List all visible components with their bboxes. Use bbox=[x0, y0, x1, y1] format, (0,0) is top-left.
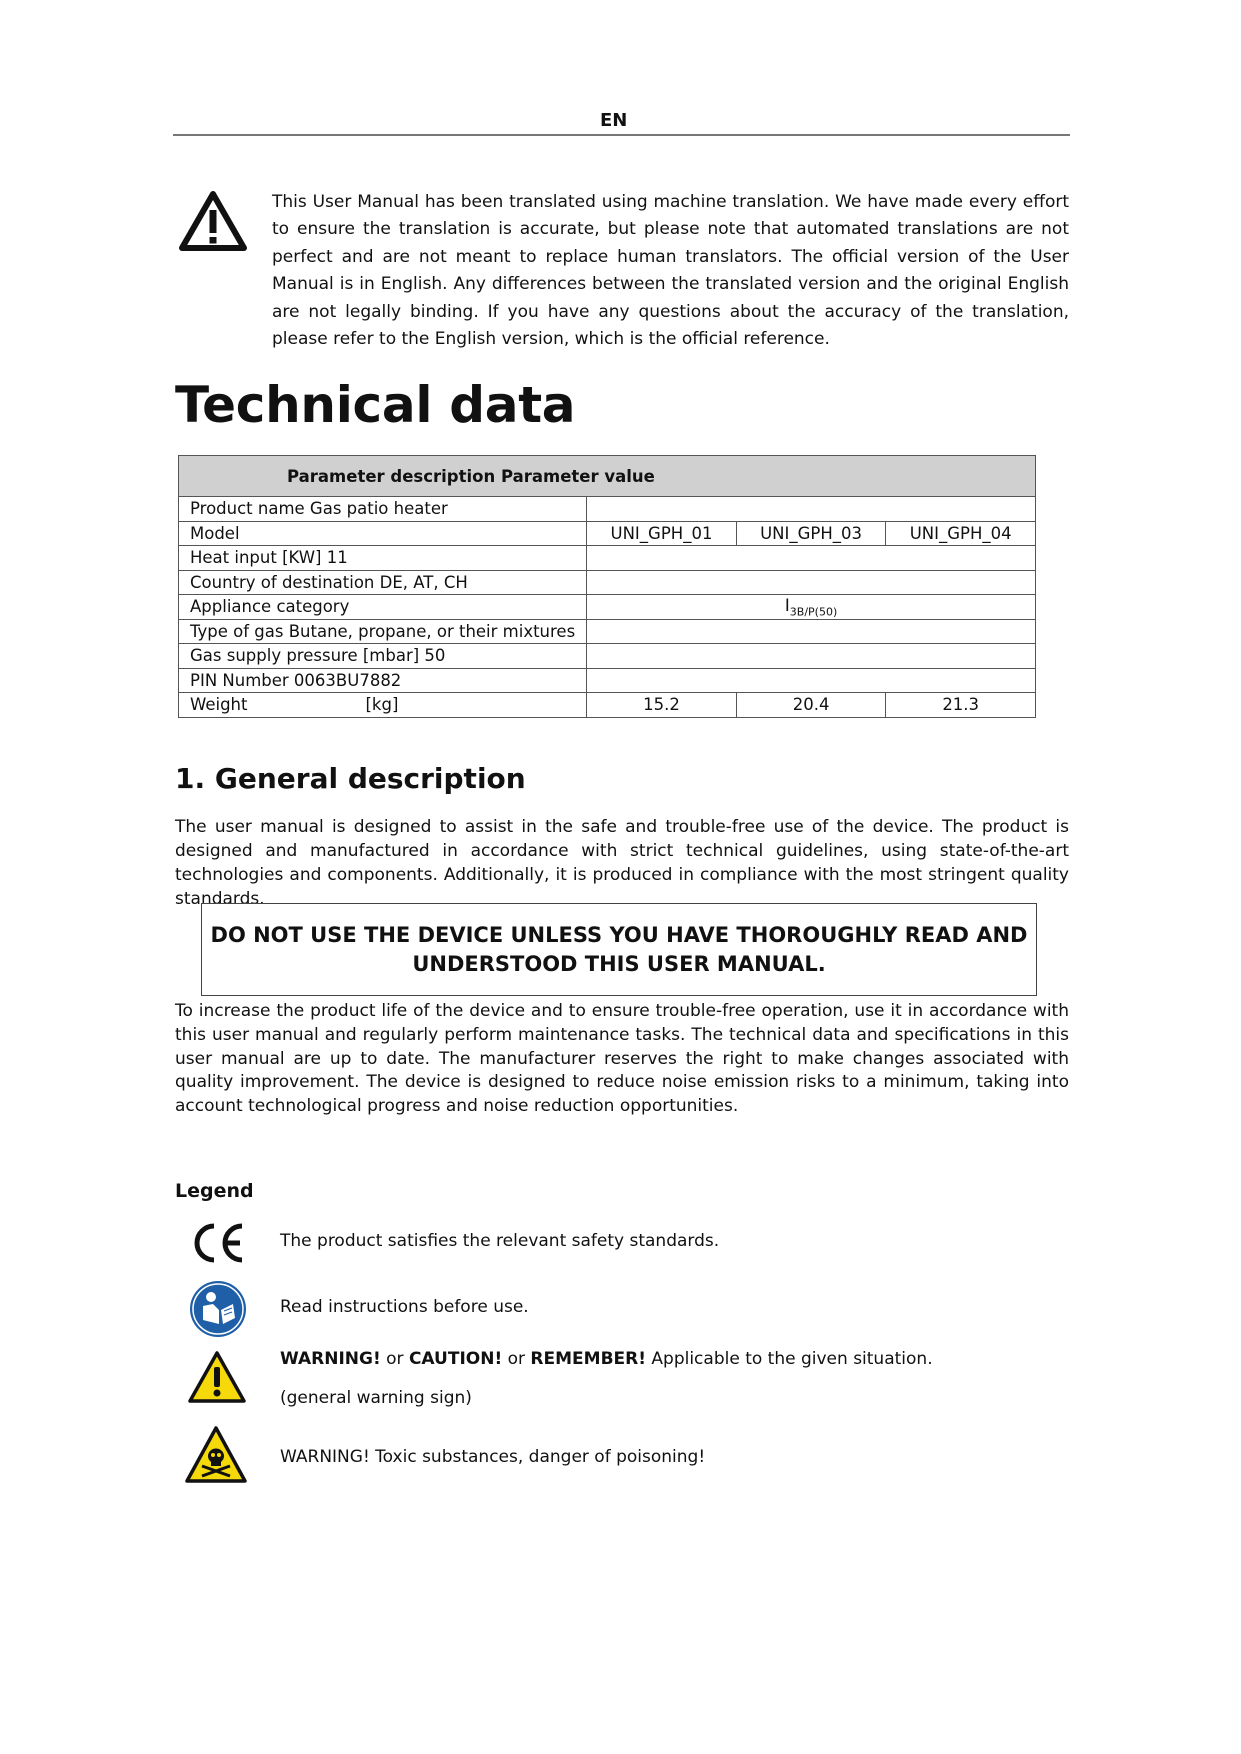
category-main: I bbox=[784, 595, 790, 615]
table-row bbox=[179, 693, 1036, 718]
table-row bbox=[179, 619, 1036, 644]
section-heading: 1. General description bbox=[175, 762, 526, 795]
model-cell-1: UNI_GPH_01 bbox=[587, 521, 737, 546]
table-row bbox=[179, 668, 1036, 693]
product-name-cell: Product name Gas patio heater bbox=[179, 497, 587, 522]
table-row bbox=[179, 595, 1036, 620]
table-row bbox=[179, 546, 1036, 571]
category-label-cell: Appliance category bbox=[179, 595, 587, 620]
warning-rest: Applicable to the given situation. bbox=[646, 1349, 933, 1369]
general-paragraph-2: To increase the product life of the device and to ensure trouble-free operation, use it in accordance with this user manual and regularly perform maintenance tasks. The technical data and specifications in this user manual are up to date. The manufacturer reserves the right to make changes associated with quality improvement. The device is designed to reduce noise emission risks to a minimum, taking into account technological progress and noise reduction opportunities. bbox=[175, 1001, 1069, 1117]
warning-word: WARNING! bbox=[280, 1349, 381, 1369]
caution-word: CAUTION! bbox=[408, 1349, 503, 1369]
weight-unit: [kg] bbox=[365, 695, 399, 715]
pin-cell: PIN Number 0063BU7882 bbox=[179, 668, 587, 693]
weight-cell-1: 15.2 bbox=[587, 693, 737, 718]
header-rule bbox=[173, 134, 1070, 136]
toxic-hazard-icon bbox=[184, 1425, 248, 1485]
warning-line-2: UNDERSTOOD THIS USER MANUAL. bbox=[412, 951, 826, 976]
legend-warning-text bbox=[280, 1349, 933, 1369]
legend-ce-text: The product satisfies the relevant safety standards. bbox=[280, 1231, 720, 1251]
category-sub: 3B/P(50) bbox=[789, 604, 838, 618]
read-manual-icon bbox=[189, 1280, 247, 1338]
or-text-2: or bbox=[502, 1349, 531, 1369]
weight-label-cell bbox=[179, 693, 587, 718]
legend-heading: Legend bbox=[175, 1180, 254, 1202]
table-row bbox=[179, 570, 1036, 595]
remember-word: REMEMBER! bbox=[530, 1349, 646, 1369]
table-row bbox=[179, 521, 1036, 546]
weight-cell-2: 20.4 bbox=[736, 693, 886, 718]
warning-triangle-icon bbox=[178, 190, 248, 252]
model-cell-3: UNI_GPH_04 bbox=[886, 521, 1036, 546]
table-header: Parameter description Parameter value bbox=[179, 456, 1036, 497]
pressure-cell: Gas supply pressure [mbar] 50 bbox=[179, 644, 587, 669]
page-title: Technical data bbox=[175, 376, 576, 434]
category-value-cell bbox=[587, 595, 1036, 620]
or-text-1: or bbox=[380, 1349, 409, 1369]
country-cell: Country of destination DE, AT, CH bbox=[179, 570, 587, 595]
warning-line-1: DO NOT USE THE DEVICE UNLESS YOU HAVE THOROUGHLY READ AND bbox=[210, 922, 1028, 947]
table-row bbox=[179, 497, 1036, 522]
legend-toxic-text: WARNING! Toxic substances, danger of poisoning! bbox=[280, 1447, 706, 1467]
ce-mark-icon bbox=[190, 1222, 246, 1264]
warning-box bbox=[201, 903, 1037, 996]
general-warning-icon bbox=[187, 1350, 247, 1404]
weight-cell-3: 21.3 bbox=[886, 693, 1036, 718]
legend-warning-sub: (general warning sign) bbox=[280, 1388, 472, 1408]
weight-label: Weight bbox=[190, 695, 248, 715]
gas-type-cell: Type of gas Butane, propane, or their mixtures bbox=[179, 619, 587, 644]
model-cell-2: UNI_GPH_03 bbox=[736, 521, 886, 546]
language-label: EN bbox=[600, 110, 628, 131]
model-label-cell: Model bbox=[179, 521, 587, 546]
machine-translation-notice: This User Manual has been translated using machine translation. We have made every effort to ensure the translation is accurate, but please note that automated translations are not perfect and are not meant to replace human translators. The official version of the User Manual is in English. Any differences between the translated version and the original English are not legally binding. If you have any questions about the accuracy of the translation, please refer to the English version, which is the official reference. bbox=[272, 192, 1069, 350]
general-paragraph-1: The user manual is designed to assist in the safe and trouble-free use of the device. The product is designed and manufactured in accordance with strict technical guidelines, using state-of-the-art technologies and components. Additionally, it is produced in compliance with the most stringent quality standards. bbox=[175, 817, 1069, 909]
technical-data-table bbox=[178, 455, 1036, 718]
legend-read-text: Read instructions before use. bbox=[280, 1297, 529, 1317]
table-row bbox=[179, 644, 1036, 669]
table-header-row bbox=[179, 456, 1036, 497]
heat-input-cell: Heat input [KW] 11 bbox=[179, 546, 587, 571]
